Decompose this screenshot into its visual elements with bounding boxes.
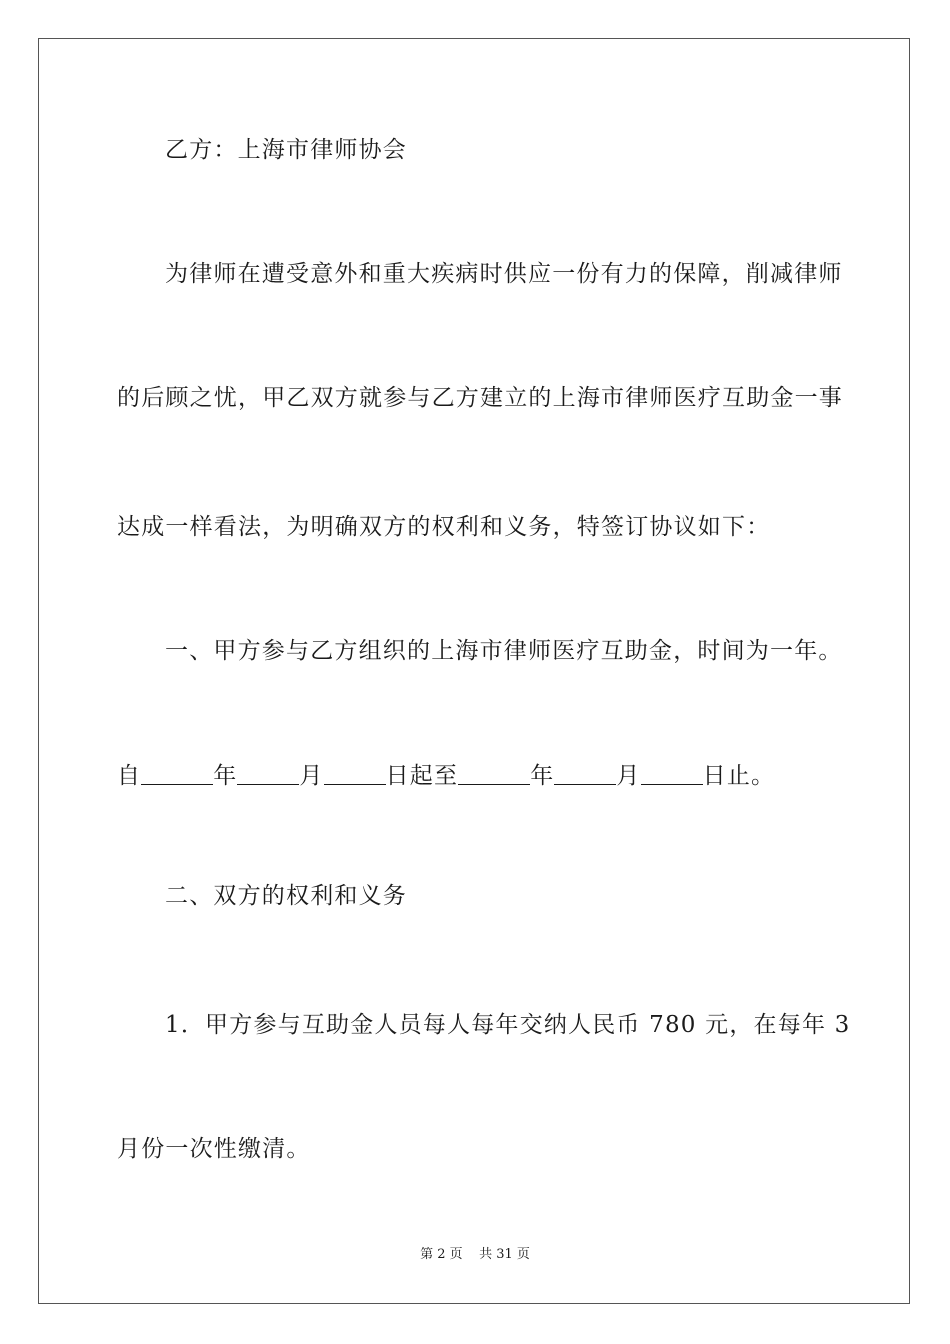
year-label: 年 [213, 763, 238, 789]
date-from-label: 自 [117, 763, 142, 789]
date-range-line [117, 761, 775, 791]
day-start-label: 日起至 [385, 763, 459, 789]
day-end-label: 日止。 [702, 763, 776, 789]
page-frame [38, 38, 910, 1304]
paragraph-line: 为律师在遭受意外和重大疾病时供应一份有力的保障，削减律师 [165, 261, 843, 287]
start-day-blank[interactable] [324, 764, 386, 785]
paragraph-line: 的后顾之忧，甲乙双方就参与乙方建立的上海市律师医疗互助金一事 [117, 385, 843, 411]
party-b-line: 乙方：上海市律师协会 [165, 137, 407, 163]
section-2-heading: 二、双方的权利和义务 [165, 883, 407, 909]
paragraph-line: 达成一样看法，为明确双方的权利和义务，特签订协议如下： [117, 514, 771, 540]
month-label: 月 [616, 763, 641, 789]
item-1-line: 1．甲方参与互助金人员每人每年交纳人民币 780 元，在每年 3 [165, 1012, 851, 1038]
start-year-blank[interactable] [141, 764, 213, 785]
end-year-blank[interactable] [458, 764, 530, 785]
end-month-blank[interactable] [554, 764, 616, 785]
month-label: 月 [299, 763, 324, 789]
year-label: 年 [530, 763, 555, 789]
page-number-footer: 第 2 页 共 31 页 [420, 1247, 530, 1262]
section-1-heading: 一、甲方参与乙方组织的上海市律师医疗互助金，时间为一年。 [165, 638, 843, 664]
start-month-blank[interactable] [237, 764, 299, 785]
item-1-line: 月份一次性缴清。 [117, 1136, 311, 1162]
end-day-blank[interactable] [641, 764, 703, 785]
